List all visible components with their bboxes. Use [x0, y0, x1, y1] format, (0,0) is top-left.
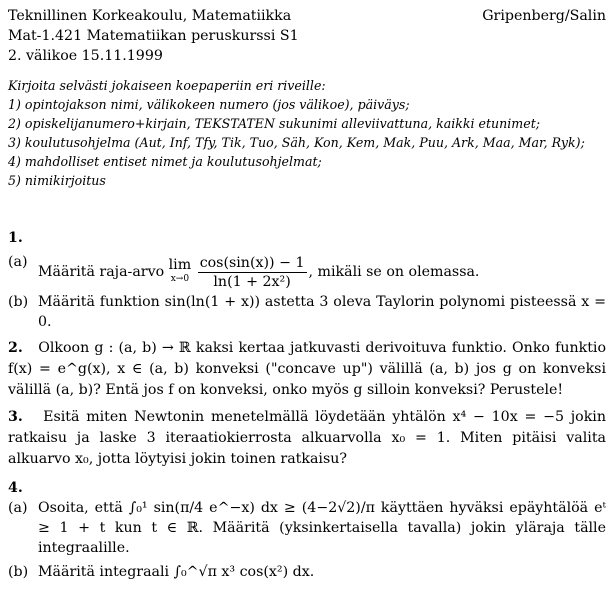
problem-number: 1.: [8, 230, 23, 246]
instruction-item: 1) opintojakson nimi, välikokeen numero (jos välikoe), päiväys;: [8, 97, 410, 112]
instructions-title: Kirjoita selvästi jokaiseen koepaperiin eri riveille:: [8, 78, 326, 93]
instruction-item: 4) mahdolliset entiset nimet ja koulutusohjelmat;: [8, 154, 322, 169]
problem-4a-text: Osoita, että ∫₀¹ sin(π/4 e^−x) dx ≥ (4−2√2)/π käyttäen hyväksi epäyhtälöä eᵗ ≥ 1 + t kun t ∈ ℝ. Määritä (yksinkertaisella tavalla) jokin yläraja tälle integraalille.: [38, 500, 606, 556]
part-label: (a): [8, 254, 28, 270]
part-label: (a): [8, 500, 28, 516]
problem-number: 2.: [8, 340, 23, 356]
problem-2: [8, 338, 606, 401]
part-label: (b): [8, 294, 29, 310]
problem-number: 3.: [8, 409, 23, 425]
limit-subscript: x→0: [170, 274, 190, 284]
problem-1a-text-end: , mikäli se on olemassa.: [308, 264, 480, 280]
problem-1b: [8, 292, 606, 332]
fraction-numerator: cos(sin(x)) − 1: [199, 254, 305, 271]
exam-title: 2. välikoe 15.11.1999: [8, 48, 163, 64]
part-label: (b): [8, 564, 29, 580]
course-title: Mat-1.421 Matematiikan peruskurssi S1: [8, 28, 299, 44]
problem-4b-text: Määritä integraali ∫₀^√π x³ cos(x²) dx.: [38, 564, 315, 580]
fraction-denominator: ln(1 + 2x²): [213, 273, 291, 290]
problem-3: [8, 407, 606, 470]
problem-4: [8, 478, 606, 582]
problem-1a-text-start: Määritä raja-arvo: [38, 264, 165, 280]
authors: Gripenberg/Salin: [482, 8, 606, 24]
problem-1: [8, 228, 606, 332]
limit-operator: [169, 258, 192, 286]
instruction-item: 2) opiskelijanumero+kirjain, TEKSTATEN sukunimi alleviivattuna, kaikki etunimet;: [8, 116, 541, 131]
instruction-item: 5) nimikirjoitus: [8, 173, 106, 188]
problem-number: 4.: [8, 480, 23, 496]
problem-4a: [8, 498, 606, 558]
problem-3-text: Esitä miten Newtonin menetelmällä löydetään yhtälön x⁴ − 10x = −5 jokin ratkaisu ja laske 3 iteraatiokierrosta alkuarvolla x₀ = 1. Miten pitäisi valita alkuarvo x₀, jotta löytyisi jokin toinen ratkaisu?: [8, 409, 606, 467]
problem-1a: [8, 252, 606, 292]
limit-label: lim: [168, 257, 192, 273]
limit-fraction: [198, 254, 307, 291]
instructions: [8, 76, 606, 190]
institution: Teknillinen Korkeakoulu, Matematiikka: [8, 8, 292, 24]
exam-page: [8, 6, 606, 582]
instruction-item: 3) koulutusohjelma (Aut, Inf, Tfy, Tik, Tuo, Säh, Kon, Kem, Mak, Puu, Ark, Maa, Mar, Ryk);: [8, 135, 585, 150]
header: [8, 6, 606, 26]
problem-4b: [8, 562, 606, 582]
problem-1b-text: Määritä funktion sin(ln(1 + x)) astetta 3 oleva Taylorin polynomi pisteessä x = 0.: [38, 294, 606, 330]
problem-2-text: Olkoon g : (a, b) → ℝ kaksi kertaa jatkuvasti derivoituva funktio. Onko funktio f(x) = e^g(x), x ∈ (a, b) konveksi ("concave up") välillä (a, b) jos g on konveksi välillä (a, b)? Entä jos f on konveksi, onko myös g silloin konveksi? Perustele!: [8, 340, 606, 398]
